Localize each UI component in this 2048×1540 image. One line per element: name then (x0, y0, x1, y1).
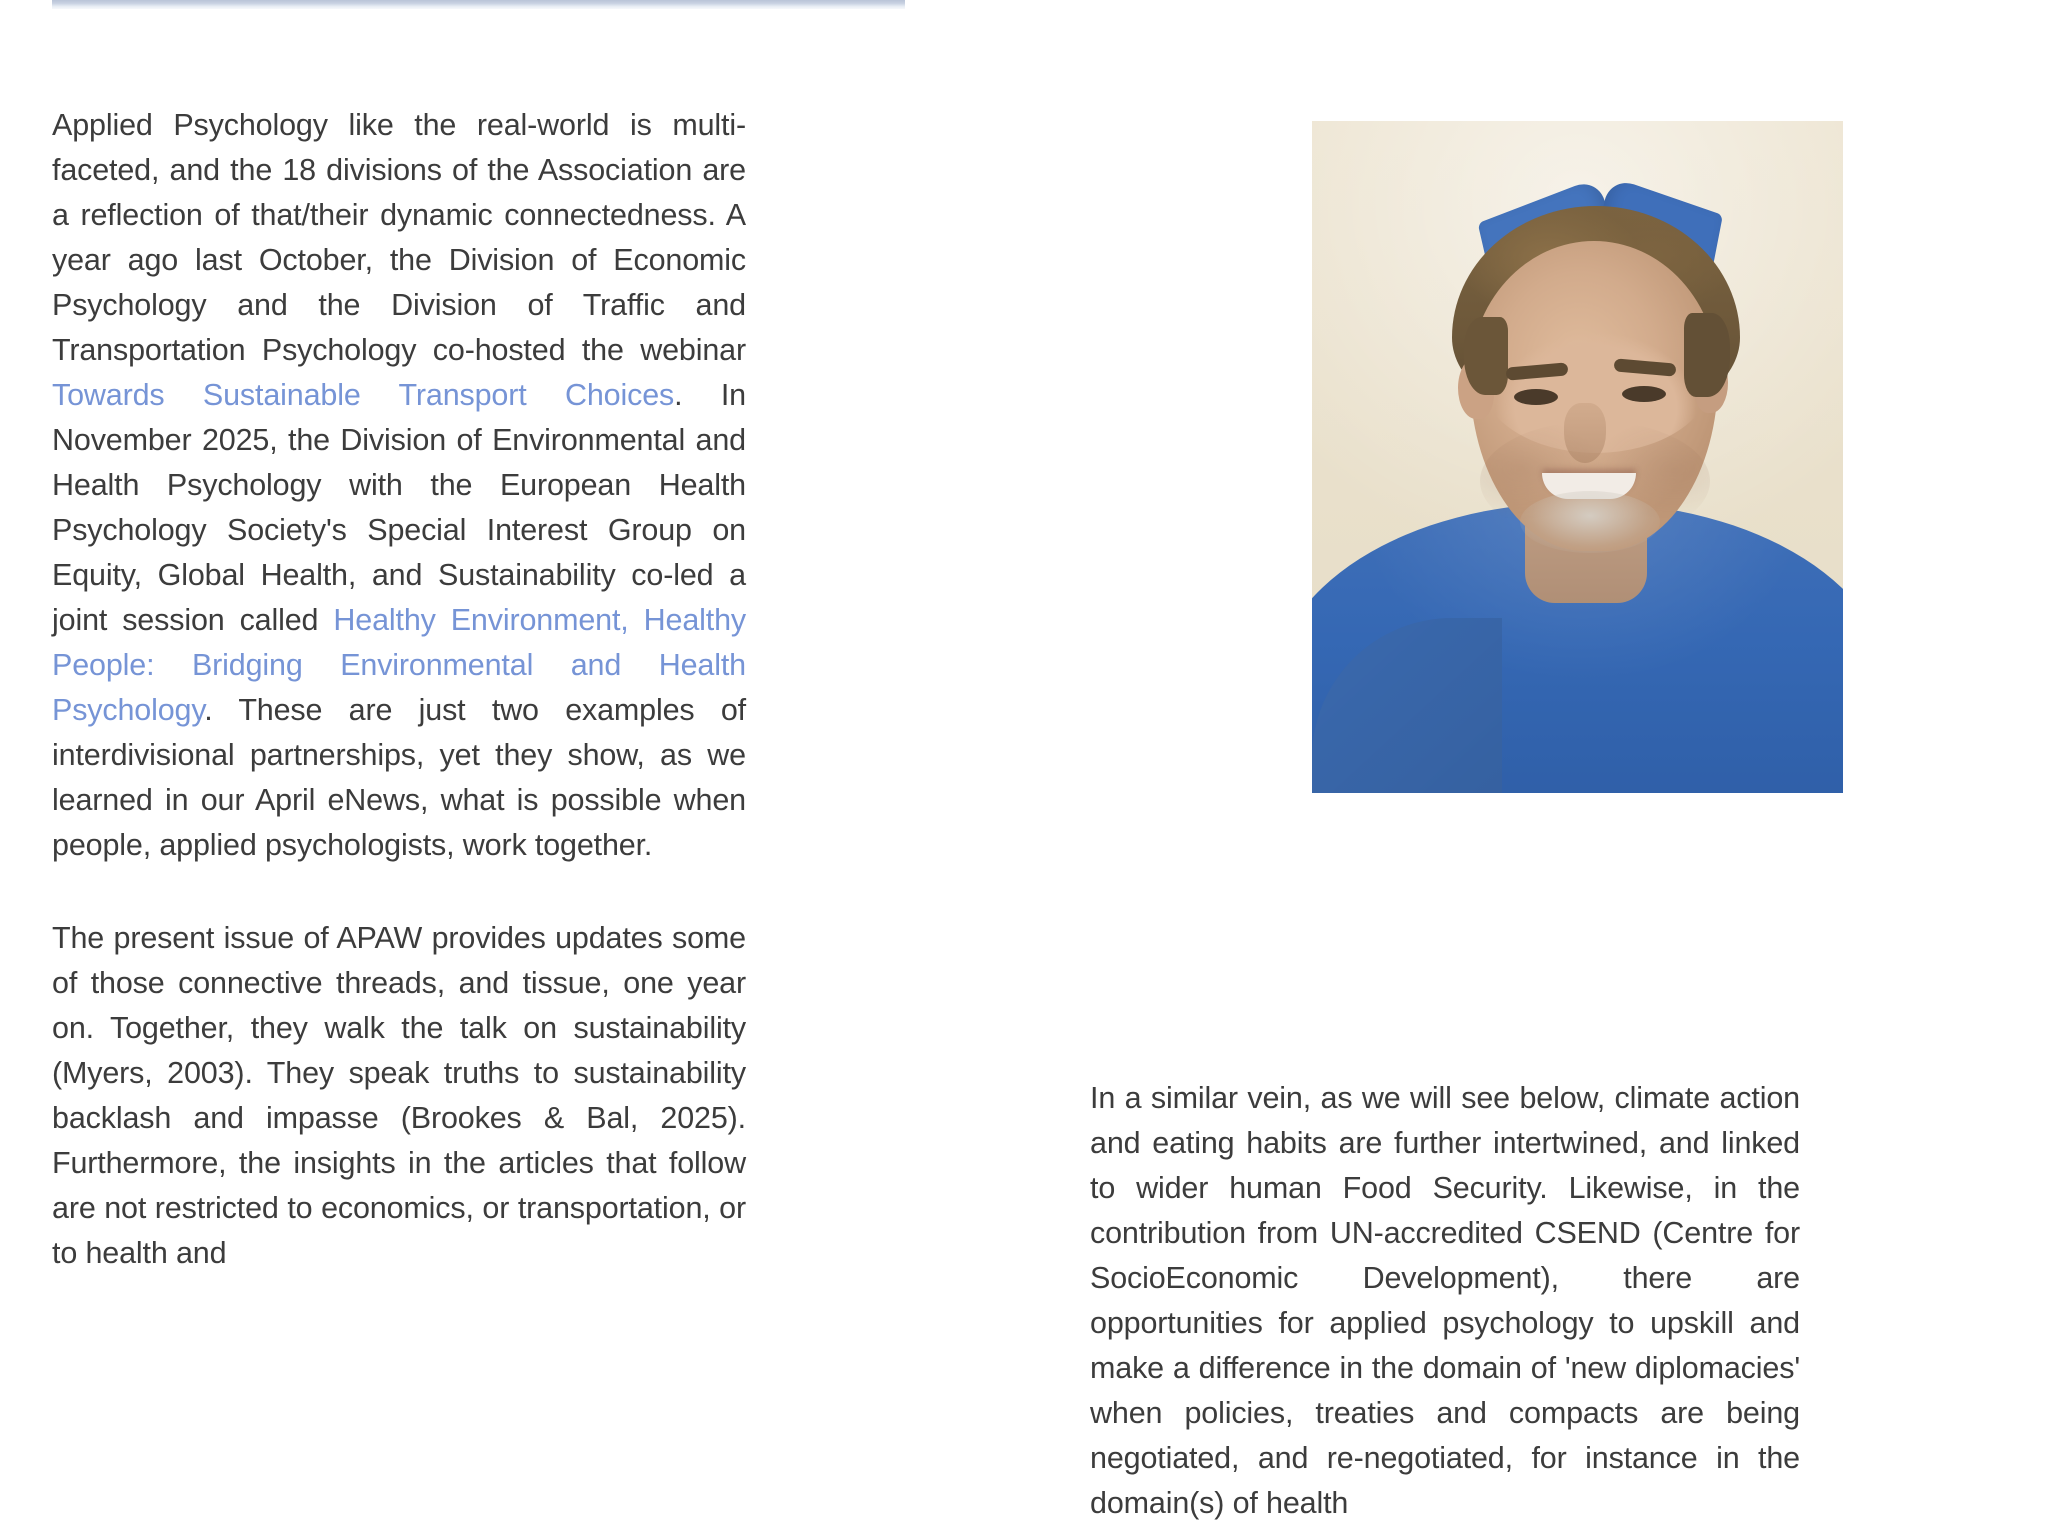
left-paragraph-1 (52, 103, 746, 868)
left-paragraph-1-segment-2: . In November 2025, the Division of Environmental and Health Psychology with the European Health Psychology Society's Special Interest Group on Equity, Global Health, and Sustainability co-led a joint session called (52, 378, 746, 637)
left-paragraph-1-segment-1: Applied Psychology like the real-world is multi-faceted, and the 18 divisions of the Association are a reflection of that/their dynamic connectedness. A year ago last October, the Division of Economic Psychology and the Division of Traffic and Transportation Psychology co-hosted the webinar (52, 108, 746, 367)
goatee-shape (1520, 491, 1660, 553)
right-paragraph-1: In a similar vein, as we will see below, climate action and eating habits are further intertwined, and linked to wider human Food Security. Likewise, in the contribution from UN-accredited CSEND (Centre for SocioEconomic Development), there are opportunities for applied psychology to upskill and make a difference in the domain of 'new diplomacies' when policies, treaties and compacts are being negotiated, and re-negotiated, for instance in the domain(s) of health (1090, 1081, 1800, 1520)
left-paragraph-2: The present issue of APAW provides updates some of those connective threads, and tissue, one year on. Together, they walk the talk on sustainability (Myers, 2003). They speak truths to sustainability backlash and impasse (Brookes & Bal, 2025). Furthermore, the insights in the articles that follow are not restricted to economics, or transportation, or to health and (52, 921, 746, 1270)
sideburn-right-shape (1684, 313, 1730, 397)
eye-left-shape (1514, 389, 1558, 405)
link-towards-sustainable-transport-choices[interactable]: Towards Sustainable Transport Choices (52, 378, 675, 412)
left-text-column (52, 103, 746, 1276)
sideburn-left-shape (1464, 317, 1508, 395)
left-paragraph-1-segment-3: . These are just two examples of interdivisional partnerships, yet they show, as we learned in our April eNews, what is possible when people, applied psychologists, work together. (52, 693, 746, 862)
portrait-photo-image (1312, 121, 1843, 793)
portrait-photo-figure (1312, 121, 1843, 793)
nose-shape (1564, 403, 1606, 463)
link-healthy-environment-healthy-people[interactable]: Healthy Environment, Healthy People: Bridging Environmental and Health Psychology (52, 603, 747, 727)
header-divider-rule (52, 0, 905, 9)
right-text-column (1090, 1076, 1800, 1526)
eye-right-shape (1622, 386, 1666, 402)
